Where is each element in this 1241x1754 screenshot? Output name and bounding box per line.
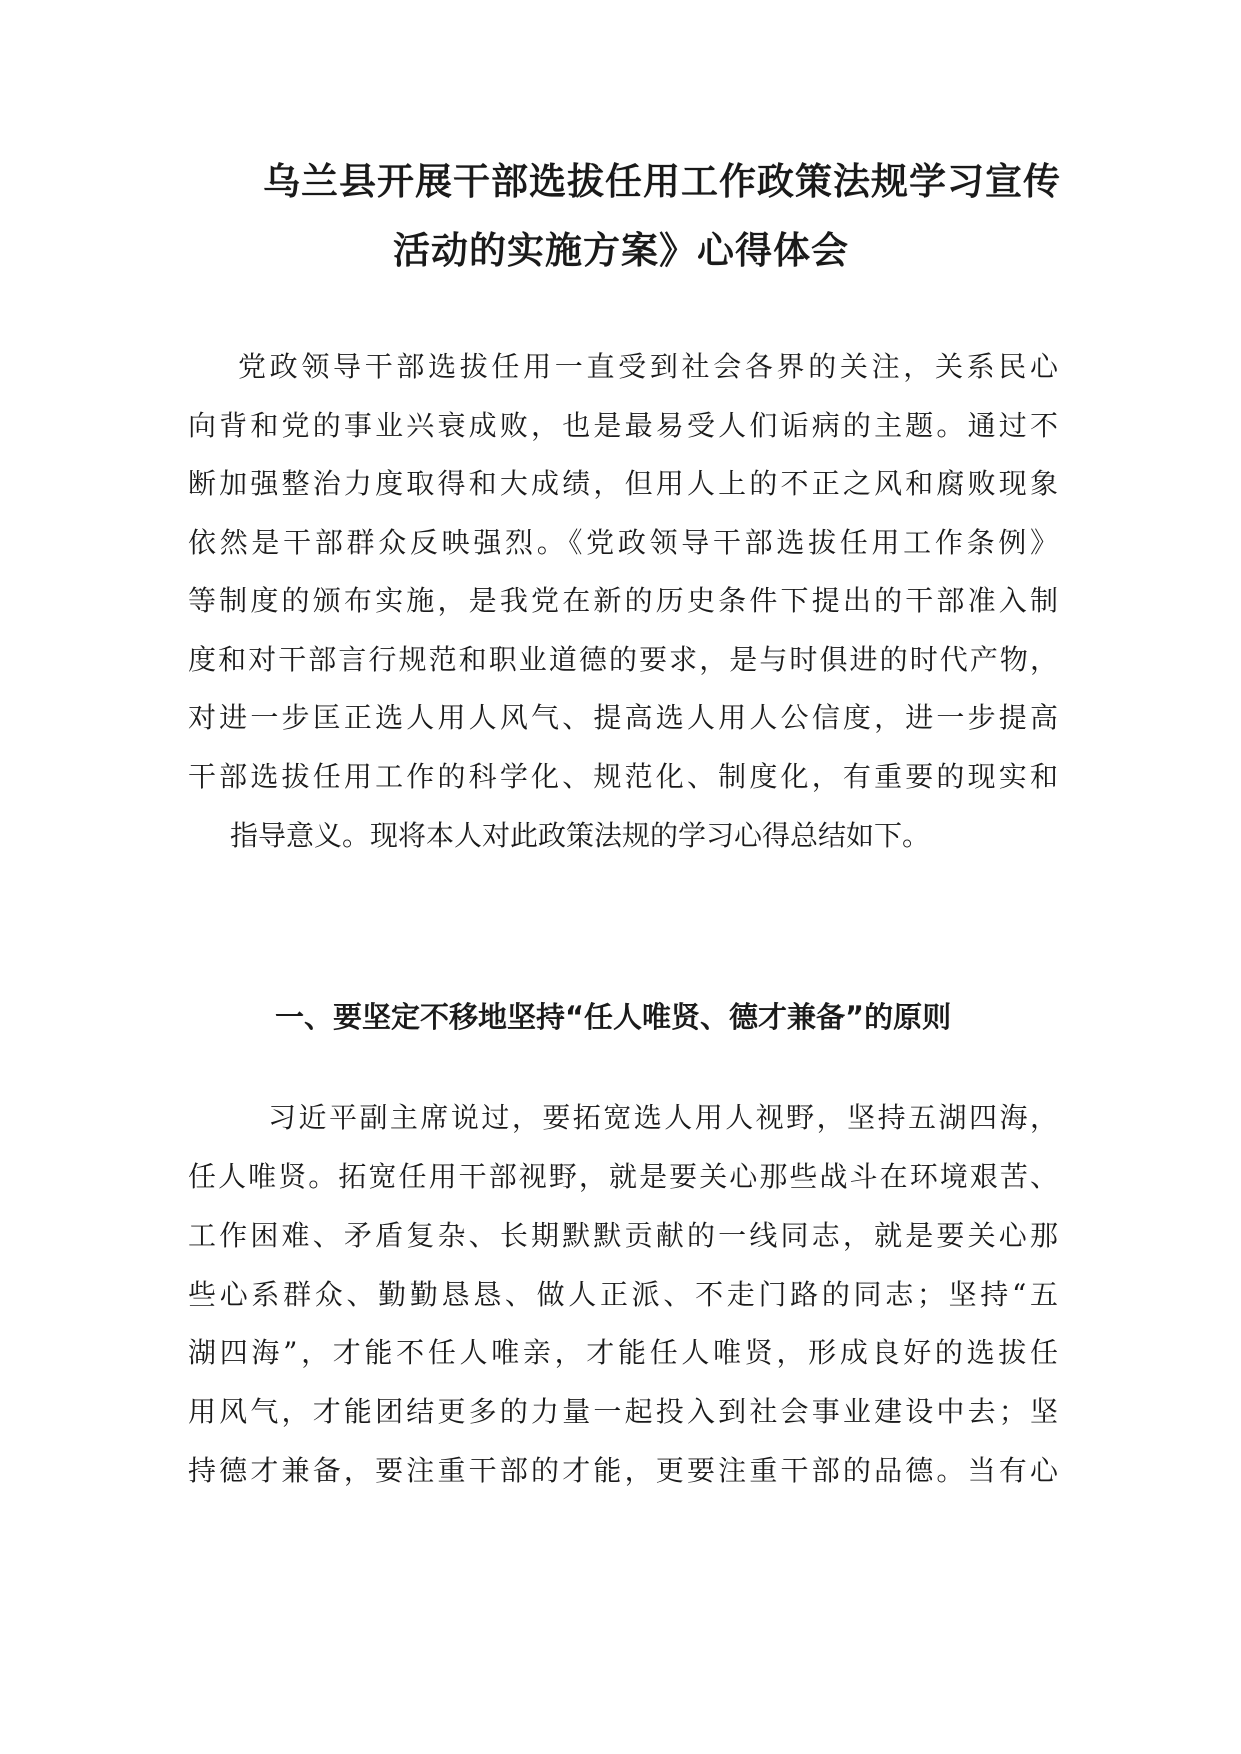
paragraph-1-line: 度和对干部言行规范和职业道德的要求，是与时俱进的时代产物，: [188, 643, 1058, 676]
paragraph-2-line: 持德才兼备，要注重干部的才能，更要注重干部的品德。当有心: [188, 1454, 1058, 1487]
paragraph-1-line: 向背和党的事业兴衰成败，也是最易受人们诟病的主题。通过不: [188, 409, 1058, 442]
paragraph-1-line: 断加强整治力度取得和大成绩，但用人上的不正之风和腐败现象: [188, 467, 1058, 500]
paragraph-1-line: 党政领导干部选拔任用一直受到社会各界的关注，关系民心: [238, 350, 1058, 383]
paragraph-1-line: 依然是干部群众反映强烈。《党政领导干部选拔任用工作条例》: [188, 526, 1058, 559]
paragraph-1-line: 指导意义。现将本人对此政策法规的学习心得总结如下。: [230, 819, 931, 852]
paragraph-2-line: 任人唯贤。拓宽任用干部视野，就是要关心那些战斗在环境艰苦、: [188, 1160, 1058, 1193]
paragraph-1-line: 等制度的颁布实施，是我党在新的历史条件下提出的干部准入制: [188, 584, 1058, 617]
document-title-line-2: 活动的实施方案》心得体会: [393, 229, 849, 272]
paragraph-1-line: 对进一步匡正选人用人风气、提高选人用人公信度，进一步提高: [188, 701, 1058, 734]
paragraph-2-line: 用风气，才能团结更多的力量一起投入到社会事业建设中去；坚: [188, 1395, 1058, 1428]
paragraph-2-line: 工作困难、矛盾复杂、长期默默贡献的一线同志，就是要关心那: [188, 1219, 1058, 1252]
section-1-heading: 一、要坚定不移地坚持“任人唯贤、德才兼备”的原则: [275, 1000, 952, 1034]
paragraph-2-line: 些心系群众、勤勤恳恳、做人正派、不走门路的同志；坚持“五: [188, 1278, 1058, 1311]
paragraph-2-line: 湖四海”，才能不任人唯亲，才能任人唯贤，形成良好的选拔任: [188, 1336, 1058, 1369]
document-title-line-1: 乌兰县开展干部选拔任用工作政策法规学习宣传: [263, 160, 1061, 203]
paragraph-2-line: 习近平副主席说过，要拓宽选人用人视野，坚持五湖四海，: [268, 1101, 1058, 1134]
paragraph-1-line: 干部选拔任用工作的科学化、规范化、制度化，有重要的现实和: [188, 760, 1058, 793]
